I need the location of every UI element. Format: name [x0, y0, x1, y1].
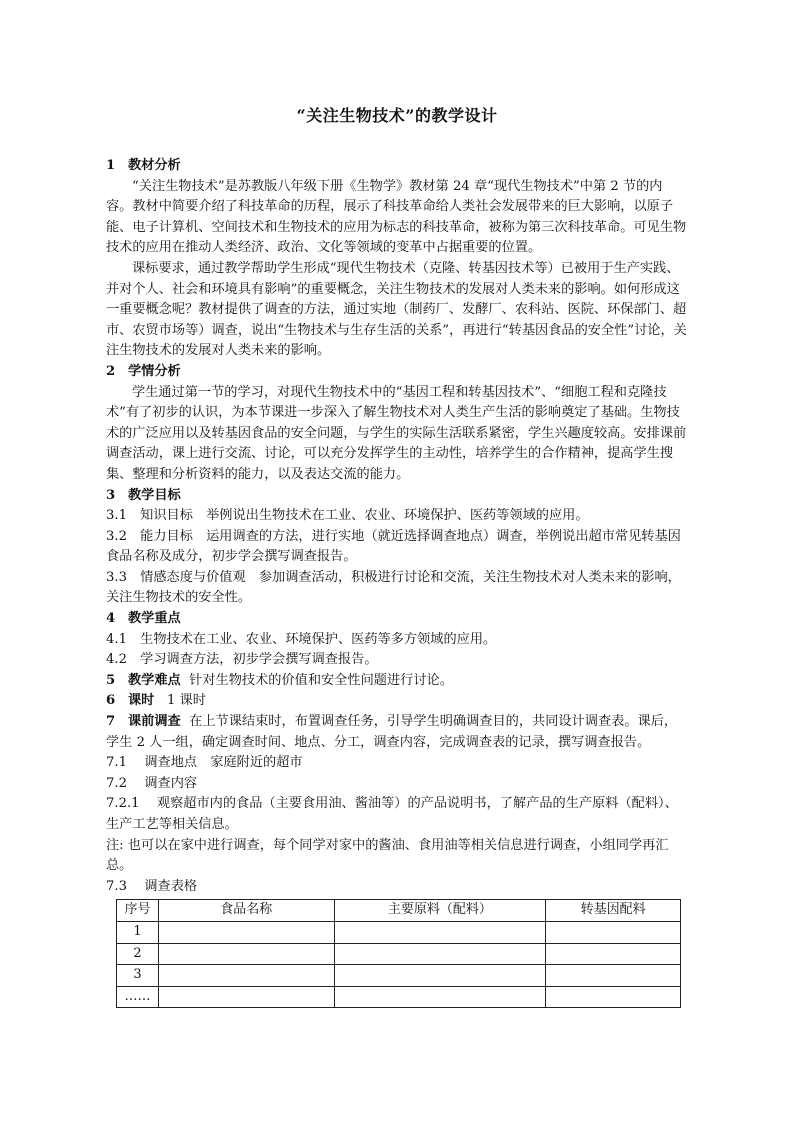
section-heading-1: [106, 156, 688, 177]
table-row: [117, 986, 681, 1008]
list-item: 7.2.1 观察超市内的食品（主要食用油、酱油等）的产品说明书，了解产品的生产原料（配料）、生产工艺等相关信息。: [106, 796, 678, 832]
section-text: 1 课时: [166, 693, 206, 709]
table-header-row: [117, 900, 681, 922]
survey-table: [116, 899, 681, 1008]
column-header: 食品名称: [158, 900, 334, 922]
table-cell: [158, 986, 334, 1008]
section-number: 3: [106, 487, 116, 503]
table-cell: [334, 943, 546, 965]
paragraph: 课标要求，通过教学帮助学生形成“现代生物技术（克隆、转基因技术等）已被用于生产实践、并对个人、社会和环境具有影响”的重要概念，关注生物技术的发展对人类未来的影响。如何形成这一重要概念呢？教材提供了调查的方法，通过实地（制药厂、发酵厂、农科站、医院、环保部门、超市、农贸市场等）调查，说出“生物技术与生存生活的关系”，再进行“转基因食品的安全性”讨论，关注生物技术的发展对人类未来的影响。: [106, 260, 687, 359]
column-header: 序号: [117, 900, 159, 922]
table-row: [117, 943, 681, 965]
table-cell: [546, 986, 681, 1008]
table-row: [117, 921, 681, 943]
list-item: 3.1 知识目标 举例说出生物技术在工业、农业、环境保护、医药等领域的应用。: [106, 508, 589, 524]
section-number: 1: [106, 158, 116, 173]
table-cell: [546, 921, 681, 943]
section-title: 教学重点: [128, 611, 181, 627]
row-number: 3: [117, 965, 159, 987]
list-item: 3.3 情感态度与价值观 参加调查活动，积极进行讨论和交流，关注生物技术对人类未来的影响，关注生物技术的安全性。: [106, 569, 681, 606]
list-item: 7.1 调查地点 家庭附近的超市: [106, 755, 303, 771]
table-cell: [334, 921, 546, 943]
table-cell: [334, 986, 546, 1008]
note: 注: 也可以在家中进行调查，每个同学对家中的酱油、食用油等相关信息进行调查，小组同学再汇总。: [106, 837, 669, 874]
section-title: 教材分析: [128, 158, 181, 173]
section-heading-4: [106, 609, 688, 630]
section-number: 6: [106, 693, 116, 709]
section-5: [106, 671, 688, 692]
list-item: 4.1 生物技术在工业、农业、环境保护、医药等多方领域的应用。: [106, 631, 497, 647]
section-heading-2: [106, 362, 688, 383]
section-title: 学情分析: [128, 363, 181, 379]
table-cell: [546, 943, 681, 965]
section-heading-3: [106, 486, 688, 507]
section-heading-6: [106, 693, 154, 708]
table-cell: [546, 965, 681, 987]
column-header: 主要原料（配料）: [334, 900, 546, 922]
table-cell: [334, 965, 546, 987]
list-item: 3.2 能力目标 运用调查的方法，进行实地（就近选择调查地点）调查，举例说出超市常见转基因食品名称及成分，初步学会撰写调查报告。: [106, 528, 681, 565]
section-title: 课时: [128, 693, 155, 709]
list-item: 7.2 调查内容: [106, 775, 198, 791]
section-text: 在上节课结束时，布置调查任务，引导学生明确调查目的，共同设计调查表。课后，学生 2 人一组，确定调查时间、地点、分工，调查内容，完成调查表的记录，撰写调查报告。: [106, 714, 678, 750]
row-number: 1: [117, 921, 159, 943]
section-title: 教学难点: [128, 672, 181, 688]
section-number: 2: [106, 363, 116, 379]
section-title: 课前调查: [128, 714, 181, 730]
section-number: 7: [106, 714, 116, 730]
list-item: 7.3 调查表格: [106, 878, 198, 894]
table-row: [117, 965, 681, 987]
paragraph: 学生通过第一节的学习，对现代生物技术中的“基因工程和转基因技术”、“细胞工程和克隆技术”有了初步的认识，为本节课进一步深入了解生物技术对人类生产生活的影响奠定了基础。生物技术的广泛应用以及转基因食品的安全问题，与学生的实际生活联系紧密，学生兴趣度较高。安排课前调查活动，课上进行交流、讨论，可以充分发挥学生的主动性，培养学生的合作精神，提高学生搜集、整理和分析资料的能力，以及表达交流的能力。: [106, 384, 687, 482]
document-body: [106, 156, 688, 1008]
section-6: [106, 691, 688, 712]
section-title: 教学目标: [128, 487, 181, 503]
document-title: “关注生物技术”的教学设计: [296, 106, 498, 125]
section-text: 针对生物技术的价值和安全性问题进行讨论。: [189, 672, 453, 688]
table-cell: [158, 965, 334, 987]
table-cell: [158, 943, 334, 965]
list-item: 4.2 学习调查方法，初步学会撰写调查报告。: [106, 652, 378, 668]
section-7: [106, 712, 688, 753]
section-number: 4: [106, 611, 116, 627]
section-number: 5: [106, 672, 116, 688]
paragraph: “关注生物技术”是苏教版八年级下册《生物学》教材第 24 章“现代生物技术”中第 2 节的内容。教材中简要介绍了科技革命的历程，展示了科技革命给人类社会发展带来的巨大影响，以原子能、电子计算机、空间技术和生物技术的应用为标志的科技革命，被称为第三次科技革命。可见生物技术的应用在推动人类经济、政治、文化等领域的变革中占据重要的位置。: [106, 178, 687, 256]
row-number: ……: [117, 986, 159, 1008]
section-heading-5: [106, 673, 181, 688]
table-cell: [158, 921, 334, 943]
row-number: 2: [117, 943, 159, 965]
column-header: 转基因配料: [546, 900, 681, 922]
section-heading-7: [106, 714, 181, 729]
